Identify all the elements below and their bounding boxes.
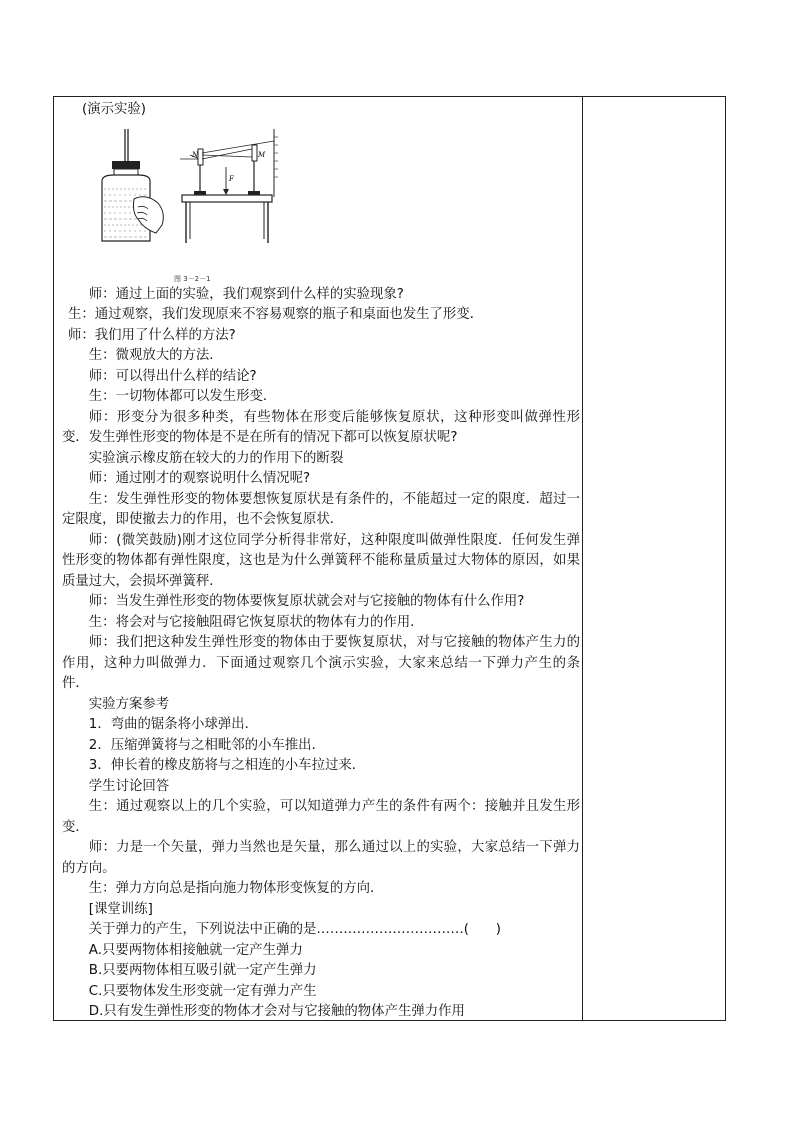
- option-d: D.只有发生弹性形变的物体才会对与它接触的物体产生弹力作用: [88, 1004, 465, 1019]
- paragraph: 师：力是一个矢量，弹力当然也是矢量，那么通过以上的实验，大家总结一下弹力的方向。: [62, 840, 580, 876]
- list-item: 2．压缩弹簧将与之相毗邻的小车推出．: [88, 737, 325, 753]
- figure-caption: 图 3－2－1: [174, 274, 211, 283]
- list-item: 3．伸长着的橡皮筋将与之相连的小车拉过来．: [88, 758, 366, 773]
- paragraph: 学生讨论回答: [88, 778, 170, 794]
- paragraph: 生：通过观察，我们发现原来不容易观察的瓶子和桌面也发生了形变．: [68, 307, 484, 322]
- list-item: 1．弯曲的锯条将小球弹出．: [88, 717, 259, 732]
- column-divider: [582, 97, 583, 1020]
- option-c: C.只要物体发生形变就一定有弹力产生: [88, 983, 317, 999]
- paragraph: 师：当发生弹性形变的物体要恢复原状就会对与它接触的物体有什么作用?: [88, 594, 525, 609]
- paragraph: 生：通过观察以上的几个实验，可以知道弹力产生的条件有两个：接触并且发生形变．: [62, 799, 580, 835]
- paragraph: 师：我们用了什么样的方法?: [68, 327, 236, 343]
- table-mirror-illustration: [176, 129, 286, 245]
- paragraph: 师：通过刚才的观察说明什么情况呢?: [88, 471, 311, 486]
- lesson-content-cell: [62, 97, 580, 1023]
- lesson-table: [53, 96, 726, 1021]
- label-f: F: [229, 174, 234, 183]
- option-b: B.只要两物体相互吸引就一定产生弹力: [88, 963, 317, 978]
- paragraph: 师：通过上面的实验，我们观察到什么样的实验现象?: [88, 286, 404, 302]
- bottle-illustration: [88, 129, 168, 247]
- demo-label: (演示实验): [82, 102, 147, 117]
- paragraph: 实验演示橡皮筋在较大的力的作用下的断裂: [88, 450, 344, 466]
- experiment-figure: [62, 121, 580, 283]
- option-a: A.只要两物体相接触就一定产生弹力: [88, 942, 303, 958]
- paragraph: 实验方案参考: [88, 696, 170, 712]
- paragraph: 师：我们把这种发生弹性形变的物体由于要恢复原状，对与它接触的物体产生力的作用，这种力叫做弹力．下面通过观察几个演示实验，大家来总结一下弹力产生的条件．: [62, 635, 580, 691]
- label-m: M: [258, 150, 266, 159]
- paragraph: 生：弹力方向总是指向施力物体形变恢复的方向．: [88, 881, 384, 896]
- paragraph: 师：可以得出什么样的结论?: [88, 368, 257, 384]
- paragraph: 生：将会对与它接触阻碍它恢复原状的物体有力的作用．: [88, 614, 424, 630]
- paragraph: 师：形变分为很多种类，有些物体在形变后能够恢复原状，这种形变叫做弹性形变．发生弹性形变的物体是不是在所有的情况下都可以恢复原状呢?: [62, 409, 580, 445]
- label-n: N: [192, 150, 199, 159]
- exercise-heading: [课堂训练]: [88, 901, 153, 917]
- paragraph: 生：发生弹性形变的物体要想恢复原状是有条件的，不能超过一定的限度．超过一定限度，即使撤去力的作用，也不会恢复原状．: [62, 491, 580, 527]
- paragraph: 师：(微笑鼓励)刚才这位同学分析得非常好，这种限度叫做弹性限度．任何发生弹性形变的物体都有弹性限度，这也是为什么弹簧秤不能称量质量过大物体的原因，如果质量过大，会损坏弹簧秤．: [62, 532, 580, 589]
- paragraph: 生：微观放大的方法．: [88, 348, 223, 363]
- exercise-question: 关于弹力的产生，下列说法中正确的是……………………………( ): [88, 922, 501, 937]
- paragraph: 生：一切物体都可以发生形变．: [88, 389, 277, 404]
